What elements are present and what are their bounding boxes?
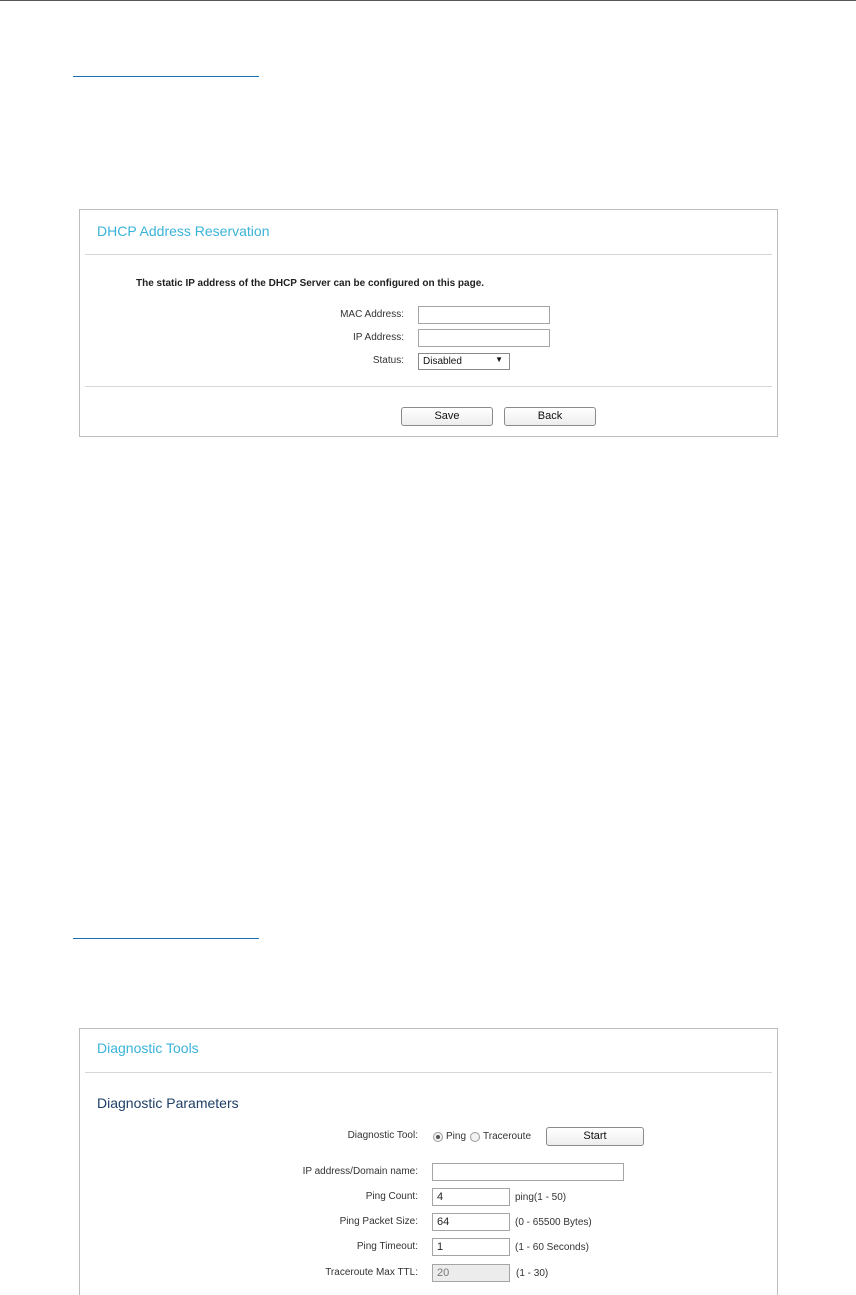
status-label: Status:: [372, 355, 404, 366]
packet-size-input[interactable]: [432, 1213, 510, 1231]
back-button[interactable]: Back: [504, 407, 596, 426]
ping-count-hint: ping(1 - 50): [515, 1192, 567, 1203]
traceroute-ttl-label: Traceroute Max TTL:: [325, 1267, 418, 1278]
traceroute-ttl-hint: (1 - 30): [516, 1268, 549, 1279]
ip-domain-label: IP address/Domain name:: [302, 1166, 418, 1177]
section-subtitle: Diagnostic Parameters: [97, 1095, 239, 1111]
traceroute-ttl-input: [432, 1264, 510, 1282]
status-select[interactable]: [418, 353, 510, 370]
ip-address-input[interactable]: [418, 329, 550, 347]
diagnostic-tool-radio-group: [433, 1131, 535, 1142]
ping-count-input[interactable]: [432, 1188, 510, 1206]
dhcp-description: The static IP address of the DHCP Server can be configured on this page.: [136, 278, 485, 289]
ping-timeout-hint: (1 - 60 Seconds): [515, 1242, 589, 1253]
mac-address-input[interactable]: [418, 306, 550, 324]
packet-size-label: Ping Packet Size:: [339, 1216, 418, 1227]
status-select-value: Disabled: [423, 356, 462, 367]
mac-address-label: MAC Address:: [340, 309, 404, 320]
radio-icon[interactable]: [433, 1132, 443, 1142]
panel-title: DHCP Address Reservation: [97, 223, 270, 239]
start-button[interactable]: Start: [546, 1127, 644, 1146]
diagnostic-tools-panel: [79, 1028, 778, 1295]
diagnostic-tool-label: Diagnostic Tool:: [347, 1130, 418, 1141]
save-button[interactable]: Save: [401, 407, 493, 426]
page-top-rule: [0, 0, 856, 1]
panel-divider: [85, 254, 772, 255]
dropdown-arrow-icon: ▼: [495, 355, 503, 364]
ping-count-label: Ping Count:: [365, 1191, 418, 1202]
section-divider-top: [73, 76, 259, 77]
section-divider-bottom: [73, 938, 259, 939]
traceroute-radio-label[interactable]: Traceroute: [483, 1131, 531, 1142]
panel-title: Diagnostic Tools: [97, 1040, 199, 1056]
packet-size-hint: (0 - 65500 Bytes): [515, 1217, 592, 1228]
radio-icon[interactable]: [470, 1132, 480, 1142]
ping-timeout-label: Ping Timeout:: [356, 1241, 418, 1252]
ping-radio-label[interactable]: Ping: [446, 1131, 467, 1142]
dhcp-reservation-panel: [79, 209, 778, 437]
panel-divider: [85, 386, 772, 387]
ip-domain-input[interactable]: [432, 1163, 624, 1181]
ip-address-label: IP Address:: [353, 332, 404, 343]
panel-divider: [85, 1072, 772, 1073]
ping-timeout-input[interactable]: [432, 1238, 510, 1256]
